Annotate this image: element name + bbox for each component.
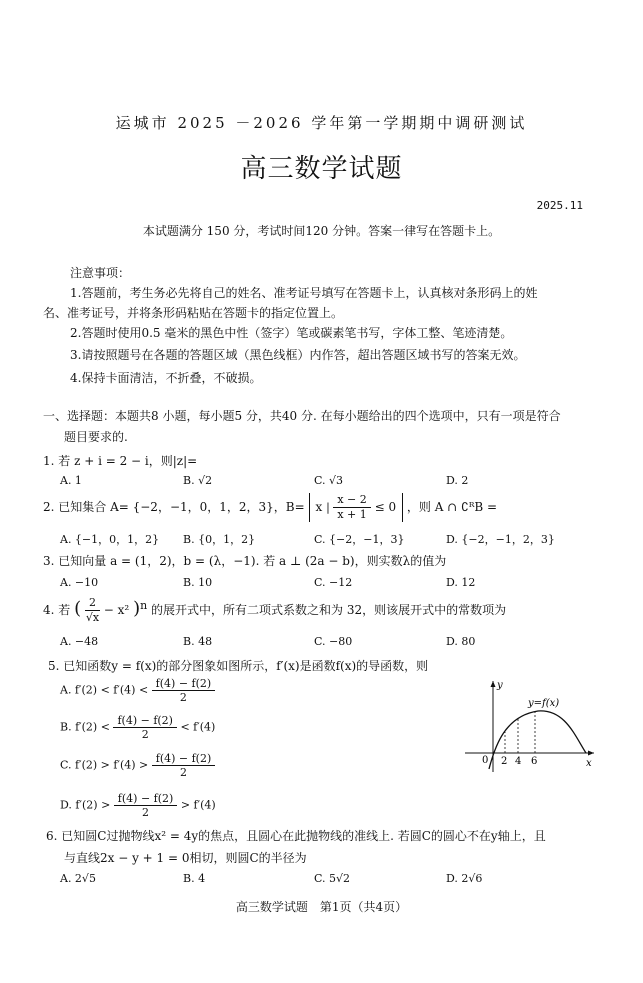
fraction-numerator: 2 bbox=[85, 596, 100, 611]
option-d-text-post: > f′(4) bbox=[180, 798, 216, 812]
question-3-option-d: D. 12 bbox=[446, 576, 476, 589]
question-5-option-b bbox=[60, 714, 215, 741]
q4-term: − x² bbox=[103, 603, 130, 617]
fraction-numerator: f(4) − f(2) bbox=[113, 714, 177, 728]
option-d-text: D. f′(2) > bbox=[60, 798, 111, 812]
question-4-option-d: D. 80 bbox=[446, 635, 476, 648]
function-graph bbox=[460, 676, 600, 776]
question-5-option-d bbox=[60, 792, 216, 819]
option-b-fraction bbox=[113, 714, 177, 741]
question-2-option-a: A. {−1，0，1，2} bbox=[60, 533, 160, 546]
question-6-line-2: 与直线2x − y + 1 = 0相切，则圆C的半径为 bbox=[64, 851, 307, 865]
x-axis-label: x bbox=[586, 758, 592, 769]
note-4: 4.保持卡面清洁，不折叠，不破损。 bbox=[70, 371, 262, 385]
curve-label: y=f(x) bbox=[528, 698, 560, 709]
question-1-option-b: B. √2 bbox=[183, 474, 213, 487]
note-1-line-2: 名、准考证号，并将条形码粘贴在答题卡的指定位置上。 bbox=[43, 306, 344, 320]
question-2-option-b: B. {0，1，2} bbox=[183, 533, 256, 546]
question-6-option-d: D. 2√6 bbox=[446, 872, 483, 885]
exam-date: 2025.11 bbox=[536, 199, 583, 212]
question-4-stem-post: 的展开式中，所有二项式系数之和为 32，则该展开式中的常数项为 bbox=[151, 603, 507, 617]
origin-label: 0 bbox=[482, 755, 489, 766]
fraction-denominator: √x bbox=[85, 611, 100, 624]
note-2: 2.答题时使用0.5 毫米的黑色中性（签字）笔或碳素笔书写，字体工整、笔迹清楚。 bbox=[70, 326, 513, 340]
question-4-stem-pre: 4. 若 bbox=[43, 603, 71, 617]
q4-fraction bbox=[85, 596, 100, 625]
fraction-denominator: 2 bbox=[142, 806, 150, 819]
question-2-stem bbox=[43, 493, 497, 522]
page-footer: 高三数学试题 第1页（共4页） bbox=[235, 900, 408, 914]
question-6-line-1: 6. 已知圆C过抛物线x² = 4y的焦点，且圆心在此抛物线的准线上. 若圆C的圆心不在y轴上，且 bbox=[46, 829, 546, 843]
question-2-option-d: D. {−2，−1，2，3} bbox=[446, 533, 555, 546]
note-3: 3.请按照题号在各题的答题区域（黑色线框）内作答，超出答题区域书写的答案无效。 bbox=[70, 348, 526, 362]
fraction-numerator: f(4) − f(2) bbox=[114, 792, 178, 806]
fraction-denominator: x + 1 bbox=[337, 508, 367, 521]
set-variable: x bbox=[315, 500, 323, 514]
fraction-denominator: 2 bbox=[180, 766, 187, 779]
question-1-option-d: D. 2 bbox=[446, 474, 469, 487]
x-tick-4: 4 bbox=[515, 756, 522, 767]
question-5-option-c bbox=[60, 752, 215, 779]
y-axis-label: y bbox=[497, 680, 503, 691]
notes-heading: 注意事项： bbox=[70, 266, 131, 280]
option-a-fraction bbox=[152, 677, 216, 704]
option-a-text: A. f′(2) < f′(4) < bbox=[60, 683, 149, 697]
question-6-option-c: C. 5√2 bbox=[314, 872, 351, 885]
question-1-option-c: C. √3 bbox=[314, 474, 344, 487]
section-1-heading-cont: 题目要求的. bbox=[64, 430, 128, 444]
note-1-line-1: 1.答题前，考生务必先将自己的姓名、准考证号填写在答题卡上，认真核对条形码上的姓 bbox=[70, 286, 538, 300]
option-b-text-post: < f′(4) bbox=[180, 720, 216, 734]
question-4-stem: 4. 若 ( $\frac{2}{√x}$ − x² )$^n$ 的展开式中，所有二项式系数之和为 32，则该展开式中的常数项为 bbox=[43, 596, 507, 624]
x-tick-6: 6 bbox=[531, 756, 538, 767]
question-4-option-c: C. −80 bbox=[314, 635, 353, 648]
question-2-stem-pre: 2. 已知集合 A= {−2，−1，0，1，2，3}，B= bbox=[43, 500, 305, 514]
question-4-option-b: B. 48 bbox=[183, 635, 213, 648]
question-3-option-c: C. −12 bbox=[314, 576, 353, 589]
question-3-option-a: A. −10 bbox=[60, 576, 99, 589]
question-5-stem: 5. 已知函数y = f(x)的部分图象如图所示，f′(x)是函数f(x)的导函数，则 bbox=[48, 659, 429, 673]
fraction-numerator: x − 2 bbox=[333, 493, 370, 508]
question-6-option-a: A. 2√5 bbox=[60, 872, 96, 885]
question-2-option-c: C. {−2，−1，3} bbox=[314, 533, 405, 546]
section-1-heading: 一、选择题：本题共8 小题，每小题5 分，共40 分. 在每小题给出的四个选项中，只有一项是符合 bbox=[43, 409, 561, 423]
fraction-numerator: f(4) − f(2) bbox=[152, 752, 216, 766]
page-title: 高三数学试题 bbox=[240, 154, 403, 184]
set-builder: x | $\frac{x - 2}{x + 1}$ ≤ 0 bbox=[309, 493, 404, 522]
y-axis-arrow bbox=[491, 681, 496, 687]
question-4-option-a: A. −48 bbox=[60, 635, 99, 648]
set-fraction bbox=[333, 493, 370, 522]
question-5-option-a bbox=[60, 677, 215, 704]
x-tick-2: 2 bbox=[501, 756, 508, 767]
q4-exponent: n bbox=[140, 599, 148, 612]
fraction-denominator: 2 bbox=[179, 691, 187, 704]
exam-title: 运城市 2025 －2026 学年第一学期期中调研测试 bbox=[115, 114, 528, 132]
option-d-fraction bbox=[114, 792, 178, 819]
set-inequality: ≤ 0 bbox=[374, 500, 397, 514]
fraction-denominator: 2 bbox=[141, 728, 149, 741]
question-2-stem-post: ，则 A ∩ ∁ᴿB = bbox=[406, 500, 498, 514]
option-c-fraction bbox=[152, 752, 216, 779]
fraction-numerator: f(4) − f(2) bbox=[152, 677, 216, 691]
question-6-option-b: B. 4 bbox=[183, 872, 206, 885]
question-3-option-b: B. 10 bbox=[183, 576, 213, 589]
x-axis-arrow bbox=[588, 751, 594, 756]
option-b-text: B. f′(2) < bbox=[60, 720, 110, 734]
option-c-text: C. f′(2) > f′(4) > bbox=[60, 758, 149, 772]
exam-info: 本试题满分 150 分，考试时间120 分钟。答案一律写在答题卡上。 bbox=[142, 224, 501, 238]
question-1-stem: 1. 若 z + i = 2 − i，则|z|= bbox=[43, 454, 198, 468]
question-1-option-a: A. 1 bbox=[60, 474, 82, 487]
question-3-stem: 3. 已知向量 a = (1，2)，b = (λ，−1). 若 a ⊥ (2a − b)，则实数λ的值为 bbox=[43, 554, 447, 568]
